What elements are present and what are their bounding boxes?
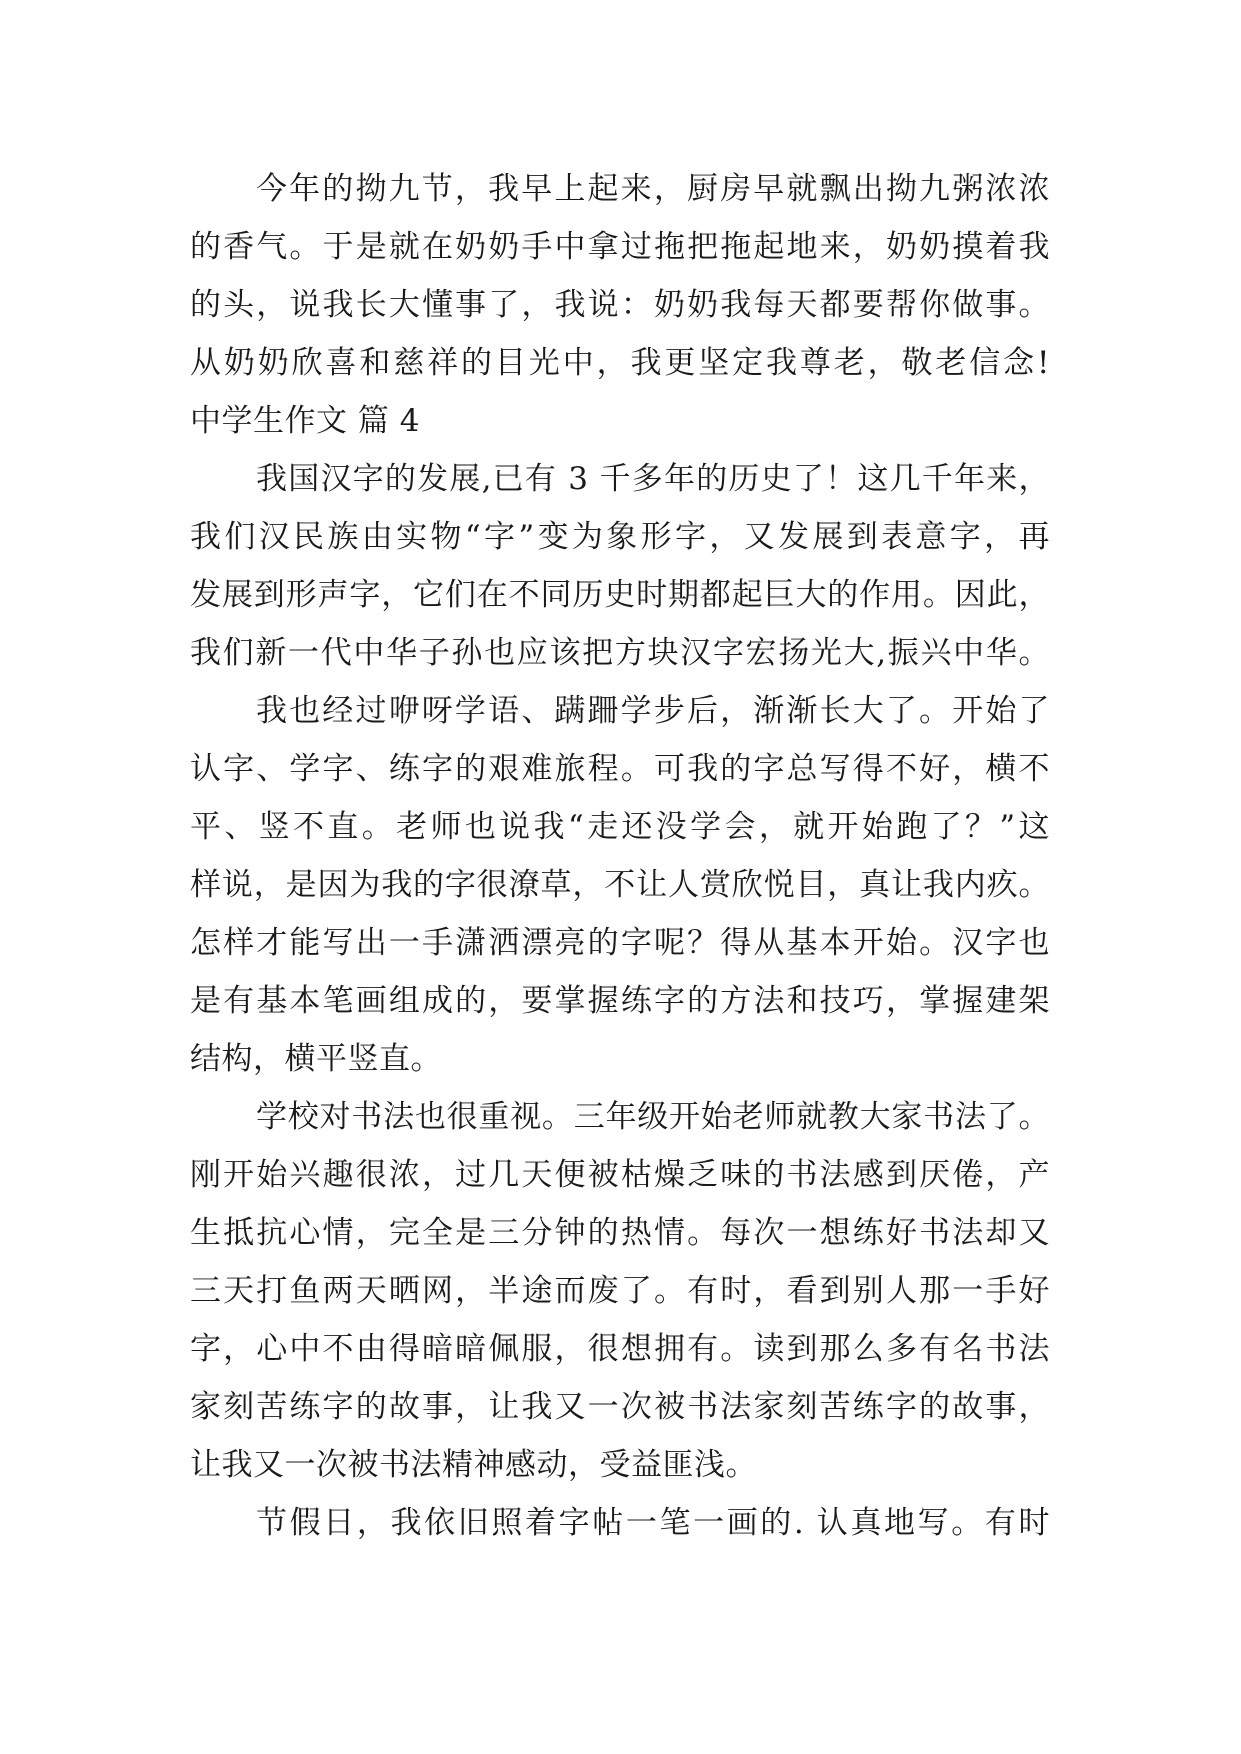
text-line: 的头，说我长大懂事了，我说：奶奶我每天都要帮你做事。 xyxy=(190,287,1050,323)
text-line: 我国汉字的发展,已有 3 千多年的历史了！这几千年来， xyxy=(256,461,1050,497)
text-line: 节假日，我依旧照着字帖一笔一画的. 认真地写。有时 xyxy=(256,1505,1050,1541)
text-line: 字，心中不由得暗暗佩服，很想拥有。读到那么多有名书法 xyxy=(190,1331,1050,1367)
text-line: 结构，横平竖直。 xyxy=(190,1041,442,1077)
text-line: 我们新一代中华子孙也应该把方块汉字宏扬光大,振兴中华。 xyxy=(190,635,1050,671)
text-line: 的香气。于是就在奶奶手中拿过拖把拖起地来，奶奶摸着我 xyxy=(190,229,1050,265)
text-line: 中学生作文 篇 4 xyxy=(190,403,420,439)
text-line: 三天打鱼两天晒网，半途而废了。有时，看到别人那一手好 xyxy=(190,1273,1050,1309)
text-line: 从奶奶欣喜和慈祥的目光中，我更坚定我尊老，敬老信念! xyxy=(190,345,1050,381)
text-line: 认字、学字、练字的艰难旅程。可我的字总写得不好，横不 xyxy=(190,751,1050,787)
text-line: 怎样才能写出一手潇洒漂亮的字呢？得从基本开始。汉字也 xyxy=(190,925,1050,961)
text-line: 刚开始兴趣很浓，过几天便被枯燥乏味的书法感到厌倦，产 xyxy=(190,1157,1050,1193)
text-line: 生抵抗心情，完全是三分钟的热情。每次一想练好书法却又 xyxy=(190,1215,1050,1251)
text-line: 家刻苦练字的故事，让我又一次被书法家刻苦练字的故事， xyxy=(190,1389,1050,1425)
text-line: 我也经过咿呀学语、蹒跚学步后，渐渐长大了。开始了 xyxy=(256,693,1050,729)
text-line: 今年的拗九节，我早上起来，厨房早就飘出拗九粥浓浓 xyxy=(256,171,1050,207)
document-body xyxy=(190,160,1050,1552)
text-line: 平、竖不直。老师也说我“走还没学会，就开始跑了？”这 xyxy=(190,809,1050,845)
text-line: 学校对书法也很重视。三年级开始老师就教大家书法了。 xyxy=(256,1099,1050,1135)
text-line: 是有基本笔画组成的，要掌握练字的方法和技巧，掌握建架 xyxy=(190,983,1050,1019)
text-line: 发展到形声字，它们在不同历史时期都起巨大的作用。因此， xyxy=(190,577,1050,613)
text-line: 我们汉民族由实物“字”变为象形字，又发展到表意字，再 xyxy=(190,519,1050,555)
text-line: 让我又一次被书法精神感动，受益匪浅。 xyxy=(190,1447,757,1483)
text-line: 样说，是因为我的字很潦草，不让人赏欣悦目，真让我内疚。 xyxy=(190,867,1050,903)
